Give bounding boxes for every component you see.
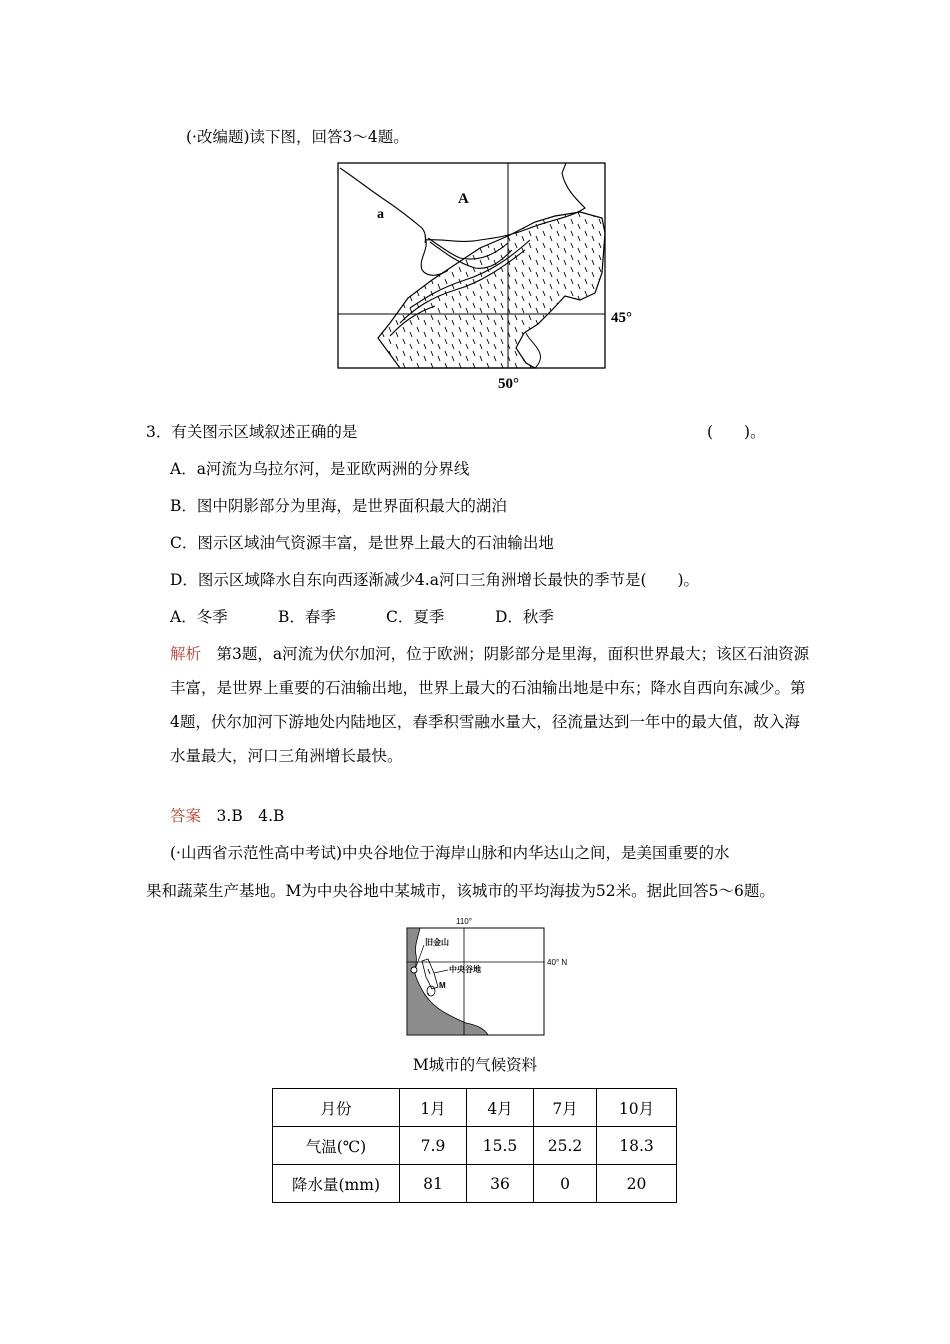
- table-cell: 20: [597, 1165, 677, 1203]
- climate-table: [272, 1088, 677, 1203]
- lat-40n-label: 40° N: [547, 958, 568, 967]
- analysis-label: 解析: [170, 645, 202, 663]
- answer-line: [170, 806, 284, 826]
- answer-text: 3.B 4.B: [216, 807, 285, 825]
- answer-label: 答案: [170, 807, 202, 825]
- table-cell: 36: [467, 1165, 534, 1203]
- lon-50-label: 50°: [498, 376, 519, 392]
- q4-option-c: C．夏季: [386, 608, 445, 626]
- q3-option-c: C．图示区域油气资源丰富，是世界上最大的石油输出地: [170, 534, 554, 552]
- table-cell: 18.3: [597, 1127, 677, 1165]
- header-cell: 4月: [467, 1089, 534, 1127]
- analysis-block: [170, 637, 810, 773]
- valley-label: 中央谷地: [449, 965, 481, 974]
- analysis-text: 第3题，a河流为伏尔加河，位于欧洲；阴影部分是里海，面积世界最大；该区石油资源丰富，是世界上重要的石油输出地，世界上最大的石油输出地是中东；降水自西向东减少。第4题，伏尔加河下游地处内陆地区，春季积雪融水量大，径流量达到一年中的最大值，故入海水量最大，河口三角洲增长最快。: [170, 645, 810, 765]
- lat-45-label: 45°: [611, 310, 632, 326]
- climate-title: M城市的气候资料: [412, 1056, 538, 1074]
- header-cell: 10月: [597, 1089, 677, 1127]
- row-label: 降水量(mm): [273, 1165, 400, 1203]
- table-row: [273, 1089, 677, 1127]
- intro2-line2: 果和蔬菜生产基地。M为中央谷地中某城市，该城市的平均海拔为52米。据此回答5～6题。: [146, 882, 775, 900]
- q3-option-d: D．图示区域降水自东向西逐渐减少4.a河口三角洲增长最快的季节是( )。: [170, 571, 700, 589]
- table-row: [273, 1165, 677, 1203]
- header-cell: 7月: [534, 1089, 597, 1127]
- label-A: A: [458, 191, 469, 207]
- table-cell: 15.5: [467, 1127, 534, 1165]
- label-a: a: [377, 207, 384, 222]
- city-m-dot: [427, 986, 435, 996]
- intro2-line1: (·山西省示范性高中考试)中央谷地位于海岸山脉和内华达山之间，是美国重要的水: [170, 844, 730, 862]
- table-cell: 7.9: [400, 1127, 467, 1165]
- q3-option-b: B．图中阴影部分为里海，是世界面积最大的湖泊: [170, 497, 507, 515]
- lon-110-label: 110°: [456, 917, 472, 926]
- m-label: M: [439, 981, 446, 990]
- california-map: [404, 915, 584, 1040]
- q4-option-d: D．秋季: [495, 608, 554, 626]
- q3-option-a: A．a河流为乌拉尔河，是亚欧两洲的分界线: [170, 460, 470, 478]
- row-label: 气温(℃): [273, 1127, 400, 1165]
- caspian-map: [330, 158, 650, 392]
- q4-option-b: B．春季: [278, 608, 336, 626]
- q4-option-a: A．冬季: [170, 608, 228, 626]
- table-cell: 0: [534, 1165, 597, 1203]
- san-francisco-dot: [411, 967, 417, 973]
- q3-bracket: ( )。: [707, 423, 766, 441]
- table-cell: 25.2: [534, 1127, 597, 1165]
- table-cell: 81: [400, 1165, 467, 1203]
- header-cell: 1月: [400, 1089, 467, 1127]
- header-cell: 月份: [273, 1089, 400, 1127]
- q3-stem: 3．有关图示区域叙述正确的是: [146, 423, 358, 441]
- table-row: [273, 1127, 677, 1165]
- intro-line: (·改编题)读下图，回答3～4题。: [186, 128, 409, 146]
- sf-label: 旧金山: [425, 938, 449, 947]
